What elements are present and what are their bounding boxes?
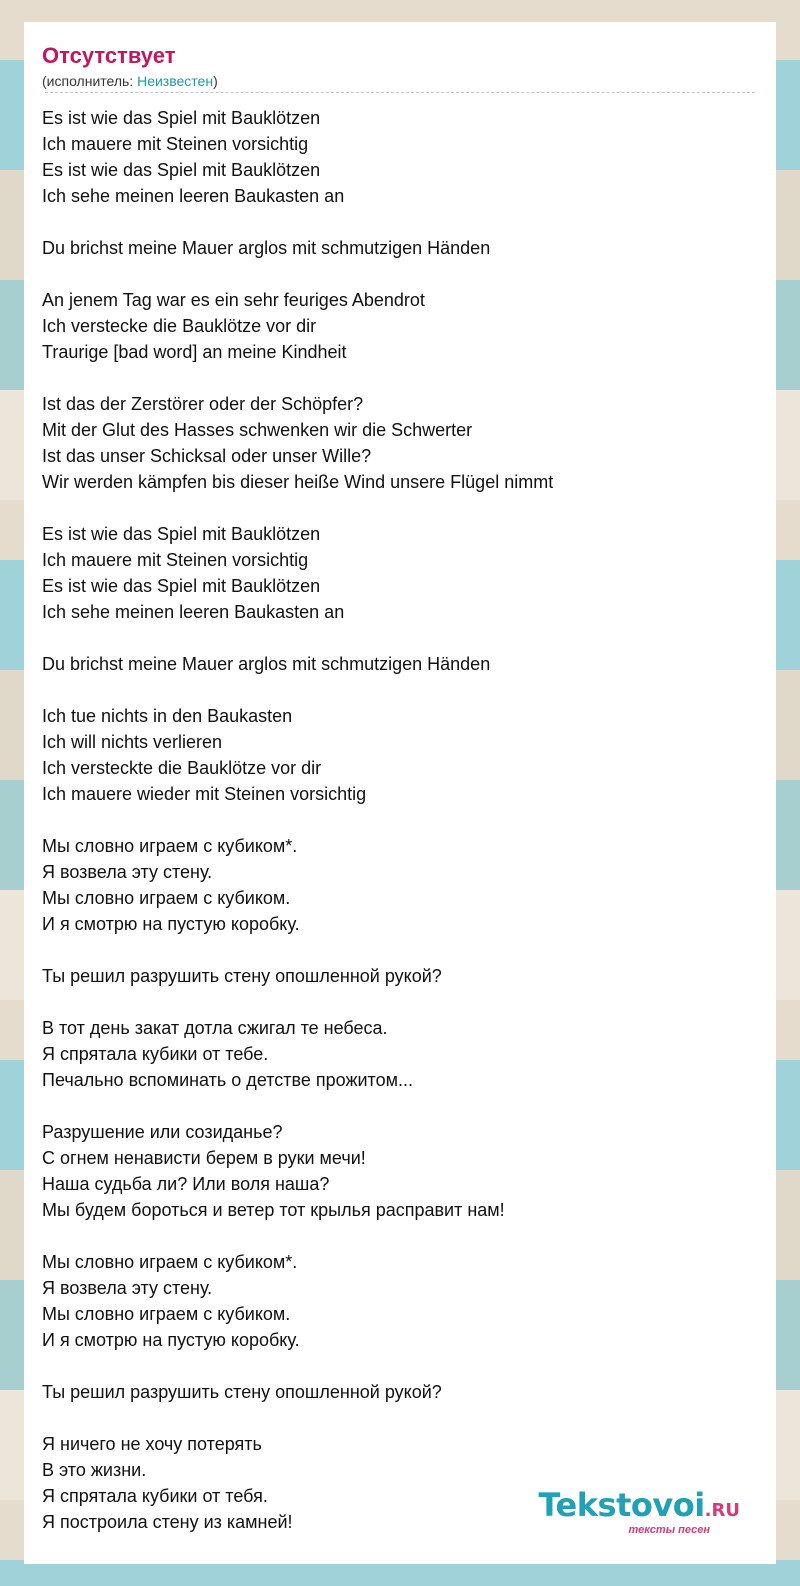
lyric-line [42,937,758,963]
lyric-line: Ich will nichts verlieren [42,732,223,752]
lyric-line: С огнем ненависти берем в руки мечи! [42,1148,366,1168]
lyric-line: В это жизни. [42,1460,147,1480]
lyrics-card [24,22,776,1564]
lyric-line: Es ist wie das Spiel mit Bauklötzen [42,524,321,544]
lyric-line: Мы будем бороться и ветер тот крылья расправит нам! [42,1200,505,1220]
lyric-line: Наша судьба ли? Или воля наша? [42,1174,330,1194]
lyric-line: Мы словно играем с кубиком. [42,1304,291,1324]
lyric-line: Ich mauere mit Steinen vorsichtig [42,550,309,570]
lyric-line: Traurige [bad word] an meine Kindheit [42,342,347,362]
lyric-line: Ist das der Zerstörer oder der Schöpfer? [42,394,364,414]
logo-wordmark [538,1488,740,1528]
lyric-line: Mit der Glut des Hasses schwenken wir die Schwerter [42,420,473,440]
lyric-line: Es ist wie das Spiel mit Bauklötzen [42,108,321,128]
lyric-line: Ich sehe meinen leeren Baukasten an [42,186,345,206]
lyric-line: Es ist wie das Spiel mit Bauklötzen [42,160,321,180]
artist-suffix: ) [213,73,218,89]
site-logo[interactable] [538,1488,740,1536]
lyric-line: В тот день закат дотла сжигал те небеса. [42,1018,388,1038]
lyric-line: Разрушение или созиданье? [42,1122,283,1142]
lyric-line: Мы словно играем с кубиком. [42,888,291,908]
lyric-line [42,365,758,391]
lyric-line: Мы словно играем с кубиком*. [42,836,298,856]
lyric-line [42,677,758,703]
lyric-line: Я построила стену из камней! [42,1512,293,1532]
lyric-line: Я спрятала кубики от тебя. [42,1486,268,1506]
lyric-line: Du brichst meine Mauer arglos mit schmutzigen Händen [42,238,491,258]
lyric-line: Du brichst meine Mauer arglos mit schmutzigen Händen [42,654,491,674]
artist-prefix: (исполнитель: [42,73,138,89]
lyric-line [42,807,758,833]
header-divider [45,92,755,93]
logo-tld: .RU [704,1500,740,1521]
lyric-line: И я смотрю на пустую коробку. [42,1330,300,1350]
lyric-line: Ты решил разрушить стену опошленной рукой? [42,1382,442,1402]
lyric-line: Ich sehe meinen leeren Baukasten an [42,602,345,622]
lyric-line: Ist das unser Schicksal oder unser Wille? [42,446,372,466]
lyric-line: Es ist wie das Spiel mit Bauklötzen [42,576,321,596]
lyric-line [42,1223,758,1249]
lyric-line [42,989,758,1015]
lyric-line [42,625,758,651]
lyric-line: Мы словно играем с кубиком*. [42,1252,298,1272]
lyric-line: Ich versteckte die Bauklötze vor dir [42,758,322,778]
lyric-line: Wir werden kämpfen bis dieser heiße Wind unsere Flügel nimmt [42,472,554,492]
lyric-line: Ich mauere wieder mit Steinen vorsichtig [42,784,367,804]
artist-line [42,72,758,90]
lyric-line [42,209,758,235]
lyric-line [42,1353,758,1379]
lyric-line: Я ничего не хочу потерять [42,1434,262,1454]
lyric-line: Ты решил разрушить стену опошленной рукой? [42,966,442,986]
lyric-line: Ich mauere mit Steinen vorsichtig [42,134,309,154]
lyrics-text [42,105,758,1535]
lyric-line: An jenem Tag war es ein sehr feuriges Abendrot [42,290,425,310]
logo-tagline: тексты песен [628,1524,710,1536]
lyric-line [42,1405,758,1431]
lyric-line: Ich verstecke die Bauklötze vor dir [42,316,317,336]
lyric-line: Я возвела эту стену. [42,1278,213,1298]
lyric-line: Ich tue nichts in den Baukasten [42,706,293,726]
lyric-line [42,495,758,521]
lyric-line [42,261,758,287]
lyric-line: Я возвела эту стену. [42,862,213,882]
lyric-line: И я смотрю на пустую коробку. [42,914,300,934]
song-title: Отсутствует [42,43,176,68]
lyric-line: Я спрятала кубики от тебе. [42,1044,269,1064]
artist-link[interactable]: Неизвестен [137,73,214,89]
logo-name: Tekstovoi [538,1486,705,1524]
lyric-line [42,1093,758,1119]
lyric-line: Печально вспоминать о детстве прожитом... [42,1070,413,1090]
